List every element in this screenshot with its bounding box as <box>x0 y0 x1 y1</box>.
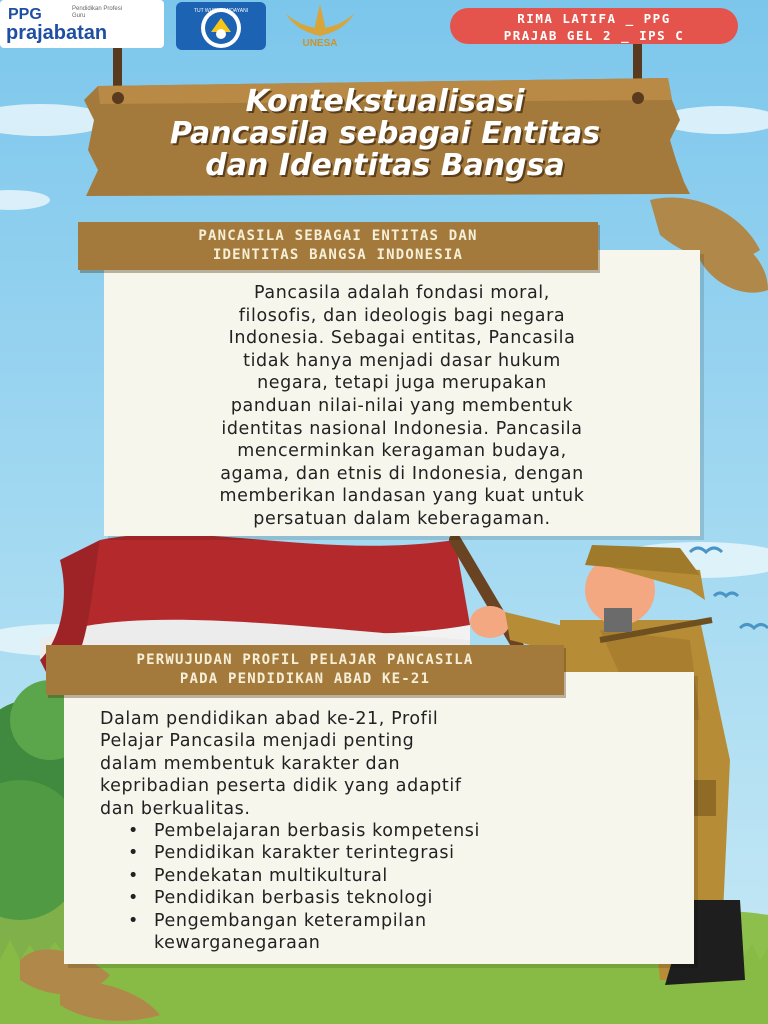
section2-line: dan berkualitas. <box>100 798 251 819</box>
section1-line: identitas nasional Indonesia. Pancasila <box>221 418 583 439</box>
ppg-logo-small: Pendidikan Profesi Guru <box>72 6 123 19</box>
bullet-item: • Pengembangan keterampilan kewarganegaraan <box>128 910 454 955</box>
section1-heading <box>78 222 598 270</box>
section2-heading-line-2: PADA PENDIDIKAN ABAD KE-21 <box>179 671 431 687</box>
section2-intro <box>100 708 620 820</box>
kemdikbud-motto: TUT WURI HANDAYANI <box>193 8 249 14</box>
ppg-logo-bottom: prajabatan <box>6 22 108 44</box>
ppg-prajabatan-logo <box>0 0 164 48</box>
kemdikbud-logo <box>176 2 266 50</box>
section2-line: Pelajar Pancasila menjadi penting <box>100 731 415 752</box>
section1-line: memberikan landasan yang kuat untuk <box>219 486 585 507</box>
section1-line: Indonesia. Sebagai entitas, Pancasila <box>228 328 576 349</box>
unesa-name: UNESA <box>302 38 338 49</box>
author-badge <box>450 8 738 44</box>
section1-body <box>126 282 678 531</box>
bullet-item: • Pembelajaran berbasis kompetensi <box>128 820 668 842</box>
author-line-1: RIMA LATIFA _ PPG <box>517 11 671 26</box>
title-line-3: dan Identitas Bangsa <box>205 148 565 183</box>
section1-line: persatuan dalam keberagaman. <box>253 508 551 529</box>
title-line-2: Pancasila sebagai Entitas <box>169 116 601 151</box>
page-title <box>90 86 680 182</box>
section2-line: dalam membentuk karakter dan <box>100 753 401 774</box>
author-line-2: PRAJAB GEL 2 _ IPS C <box>503 28 685 43</box>
section1-line: filosofis, dan ideologis bagi negara <box>238 305 566 326</box>
bullet-item: • Pendidikan berbasis teknologi <box>128 887 668 909</box>
section1-line: agama, dan etnis di Indonesia, dengan <box>220 463 584 484</box>
title-line-1: Kontekstualisasi <box>245 84 525 119</box>
section2-heading <box>46 645 564 695</box>
section2-bullet-list <box>128 820 668 954</box>
section1-line: mencerminkan keragaman budaya, <box>237 441 567 462</box>
unesa-emblem-icon <box>276 0 364 40</box>
section1-heading-line-2: IDENTITAS BANGSA INDONESIA <box>212 247 464 263</box>
bullet-item: • Pendekatan multikultural <box>128 865 668 887</box>
ppg-logo-top: PPG <box>8 6 42 23</box>
section1-heading-line-1: PANCASILA SEBAGAI ENTITAS DAN <box>198 228 478 244</box>
bullet-item: • Pendidikan karakter terintegrasi <box>128 842 668 864</box>
section2-line: kepribadian peserta didik yang adaptif <box>100 776 462 797</box>
section2-line: Dalam pendidikan abad ke-21, Profil <box>100 709 439 729</box>
section1-line: tidak hanya menjadi dasar hukum <box>243 350 561 371</box>
section1-line: Pancasila adalah fondasi moral, <box>254 283 550 303</box>
section2-heading-line-1: PERWUJUDAN PROFIL PELAJAR PANCASILA <box>136 652 474 668</box>
section1-line: negara, tetapi juga merupakan <box>257 373 547 394</box>
unesa-logo <box>276 0 364 50</box>
section1-line: panduan nilai-nilai yang membentuk <box>230 395 574 416</box>
